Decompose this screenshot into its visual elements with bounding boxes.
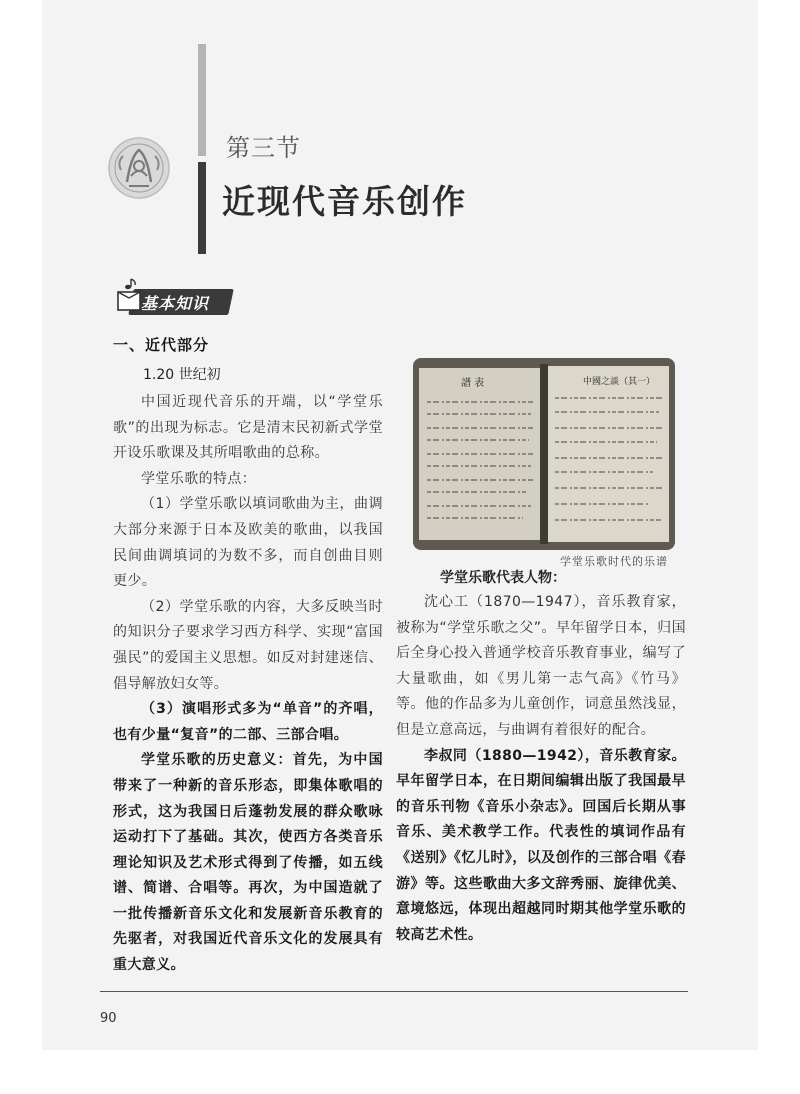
subsection-heading: 1.20 世纪初 xyxy=(143,367,221,383)
score-photo-illustration xyxy=(413,358,675,550)
score-left-title: 譜 表 xyxy=(461,378,485,389)
basic-knowledge-badge xyxy=(115,278,235,318)
section-number: 第三节 xyxy=(226,134,301,162)
badge-label: 基本知识 xyxy=(141,294,210,313)
page-number: 90 xyxy=(100,1011,117,1026)
paragraph: 李叔同（1880—1942），音乐教育家。早年留学日本，在日期间编辑出版了我国最早的音乐刊物《音乐小杂志》。回国后长期从事音乐、美术教学工作。代表性的填词作品有《送别》《忆儿时》，以及创作的三部合唱《春游》等。这些歌曲大多文辞秀丽、旋律优美、意境悠远，体现出超越同时期其他学堂乐歌的较高艺术性。 xyxy=(396,747,686,943)
paragraph: （3）演唱形式多为“单音”的齐唱，也有少量“复音”的二部、三部合唱。 xyxy=(113,701,383,743)
paragraph: （2）学堂乐歌的内容，大多反映当时的知识分子要求学习西方科学、实现“富国强民”的爱国主义思想。如反对封建迷信、倡导解放妇女等。 xyxy=(113,598,383,692)
header-bar-dark xyxy=(198,162,206,254)
paragraph: 学堂乐歌的历史意义：首先，为中国带来了一种新的音乐形态，即集体歌唱的形式，这为我国日后蓬勃发展的群众歌咏运动打下了基础。其次，使西方各类音乐理论知识及艺术形式得到了传播，如五线谱、简谱、合唱等。再次，为中国造就了一批传播新音乐文化和发展新音乐教育的先驱者，对我国近代音乐文化的发展具有重大意义。 xyxy=(113,752,383,974)
left-column xyxy=(113,334,383,979)
score-right-title: 中國之談（其一） xyxy=(583,377,656,387)
page-margin-bottom xyxy=(42,1050,758,1094)
page-title: 近现代音乐创作 xyxy=(222,182,467,221)
right-column xyxy=(396,567,686,948)
paragraph: （1）学堂乐歌以填词歌曲为主，曲调大部分来源于日本及欧美的歌曲，以我国民间曲调填词的为数不多，而自创曲目则更少。 xyxy=(113,496,383,590)
subsection-heading: 学堂乐歌代表人物： xyxy=(440,570,566,586)
paragraph: 中国近现代音乐的开端，以“学堂乐歌”的出现为标志。它是清末民初新式学堂开设乐歌课及其所唱歌曲的总称。 xyxy=(113,394,383,462)
section-heading: 一、近代部分 xyxy=(113,336,210,354)
music-emblem-icon xyxy=(107,136,171,200)
header-bar-light xyxy=(198,44,206,156)
historic-score-photo xyxy=(413,358,675,550)
paragraph: 学堂乐歌的特点： xyxy=(141,470,257,487)
footer-divider xyxy=(100,991,688,992)
photo-caption: 学堂乐歌时代的乐谱 xyxy=(560,555,668,568)
paragraph: 沈心工（1870—1947），音乐教育家，被称为“学堂乐歌之父”。早年留学日本，归国后全身心投入普通学校音乐教育事业，编写了大量歌曲，如《男儿第一志气高》《竹马》等。他的作品多为儿童创作，词意虽然浅显，但是立意高远，与曲调有着很好的配合。 xyxy=(396,594,686,738)
